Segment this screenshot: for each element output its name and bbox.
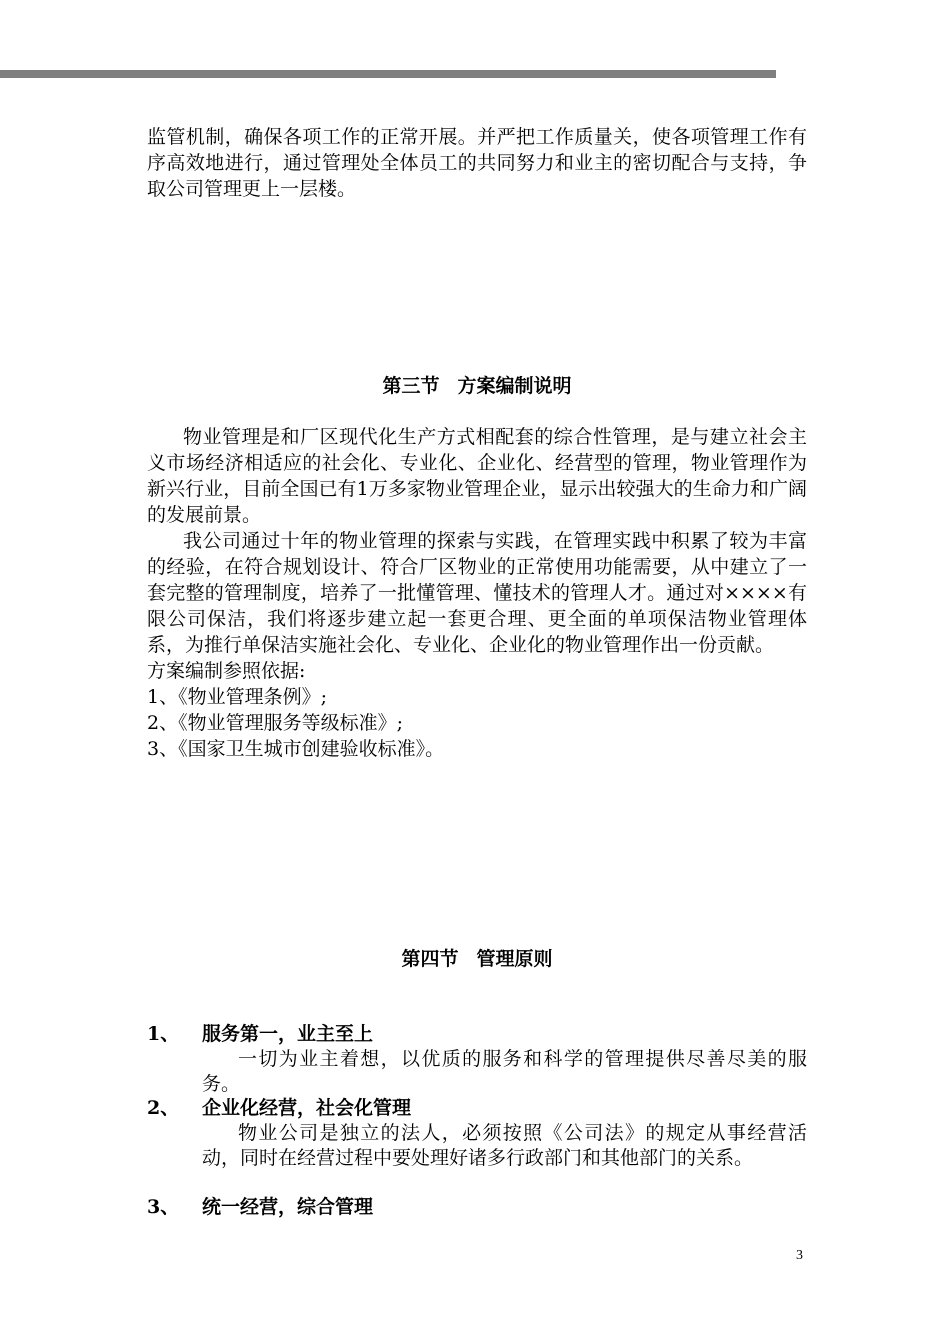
section3-heading [147,373,807,399]
section3-paragraph-2: 我公司通过十年的物业管理的探索与实践，在管理实践中积累了较为丰富的经验，在符合规划设计、符合厂区物业的正常使用功能需要，从中建立了一套完整的管理制度，培养了一批懂管理、懂技术的管理人才。通过对××××有限公司保洁，我们将逐步建立起一套更合理、更全面的单项保洁物业管理体系，为推行单保洁实施社会化、专业化、企业化的物业管理作出一份贡献。 [147,530,807,656]
principle-2-title: 企业化经营，社会化管理 [202,1097,412,1119]
principle-3-title: 统一经营，综合管理 [202,1196,374,1218]
section4-title: 管理原则 [476,948,553,970]
principle-2 [147,1096,807,1171]
principle-1-number: 1、 [147,1023,180,1045]
principle-1 [147,1022,807,1097]
section4-heading [147,946,807,972]
principle-1-title: 服务第一，业主至上 [202,1023,374,1045]
section3-paragraph-1: 物业管理是和厂区现代化生产方式相配套的综合性管理，是与建立社会主义市场经济相适应的社会化、专业化、企业化、经营型的管理，物业管理作为新兴行业，目前全国已有1万多家物业管理企业，显示出较强大的生命力和广阔的发展前景。 [147,426,807,526]
reference-1: 1、《物业管理条例》; [147,686,327,708]
intro-text [147,124,807,202]
section3-number: 第三节 [382,375,440,397]
basis-label: 方案编制参照依据: [147,660,306,682]
header-rule [0,70,776,78]
section3-body [147,424,807,762]
principle-3-number: 3、 [147,1196,180,1218]
principle-3 [147,1195,807,1220]
principle-1-desc: 一切为业主着想，以优质的服务和科学的管理提供尽善尽美的服务。 [202,1048,807,1095]
principle-2-number: 2、 [147,1097,180,1119]
reference-2: 2、《物业管理服务等级标准》; [147,712,403,734]
section4-number: 第四节 [401,948,459,970]
intro-paragraph: 监管机制，确保各项工作的正常开展。并严把工作质量关，使各项管理工作有序高效地进行，通过管理处全体员工的共同努力和业主的密切配合与支持，争取公司管理更上一层楼。 [147,126,807,200]
reference-3: 3、《国家卫生城市创建验收标准》。 [147,738,445,760]
page-number: 3 [796,1248,803,1263]
section3-title: 方案编制说明 [457,375,572,397]
principle-2-desc: 物业公司是独立的法人，必须按照《公司法》的规定从事经营活动，同时在经营过程中要处理好诸多行政部门和其他部门的关系。 [202,1122,807,1169]
